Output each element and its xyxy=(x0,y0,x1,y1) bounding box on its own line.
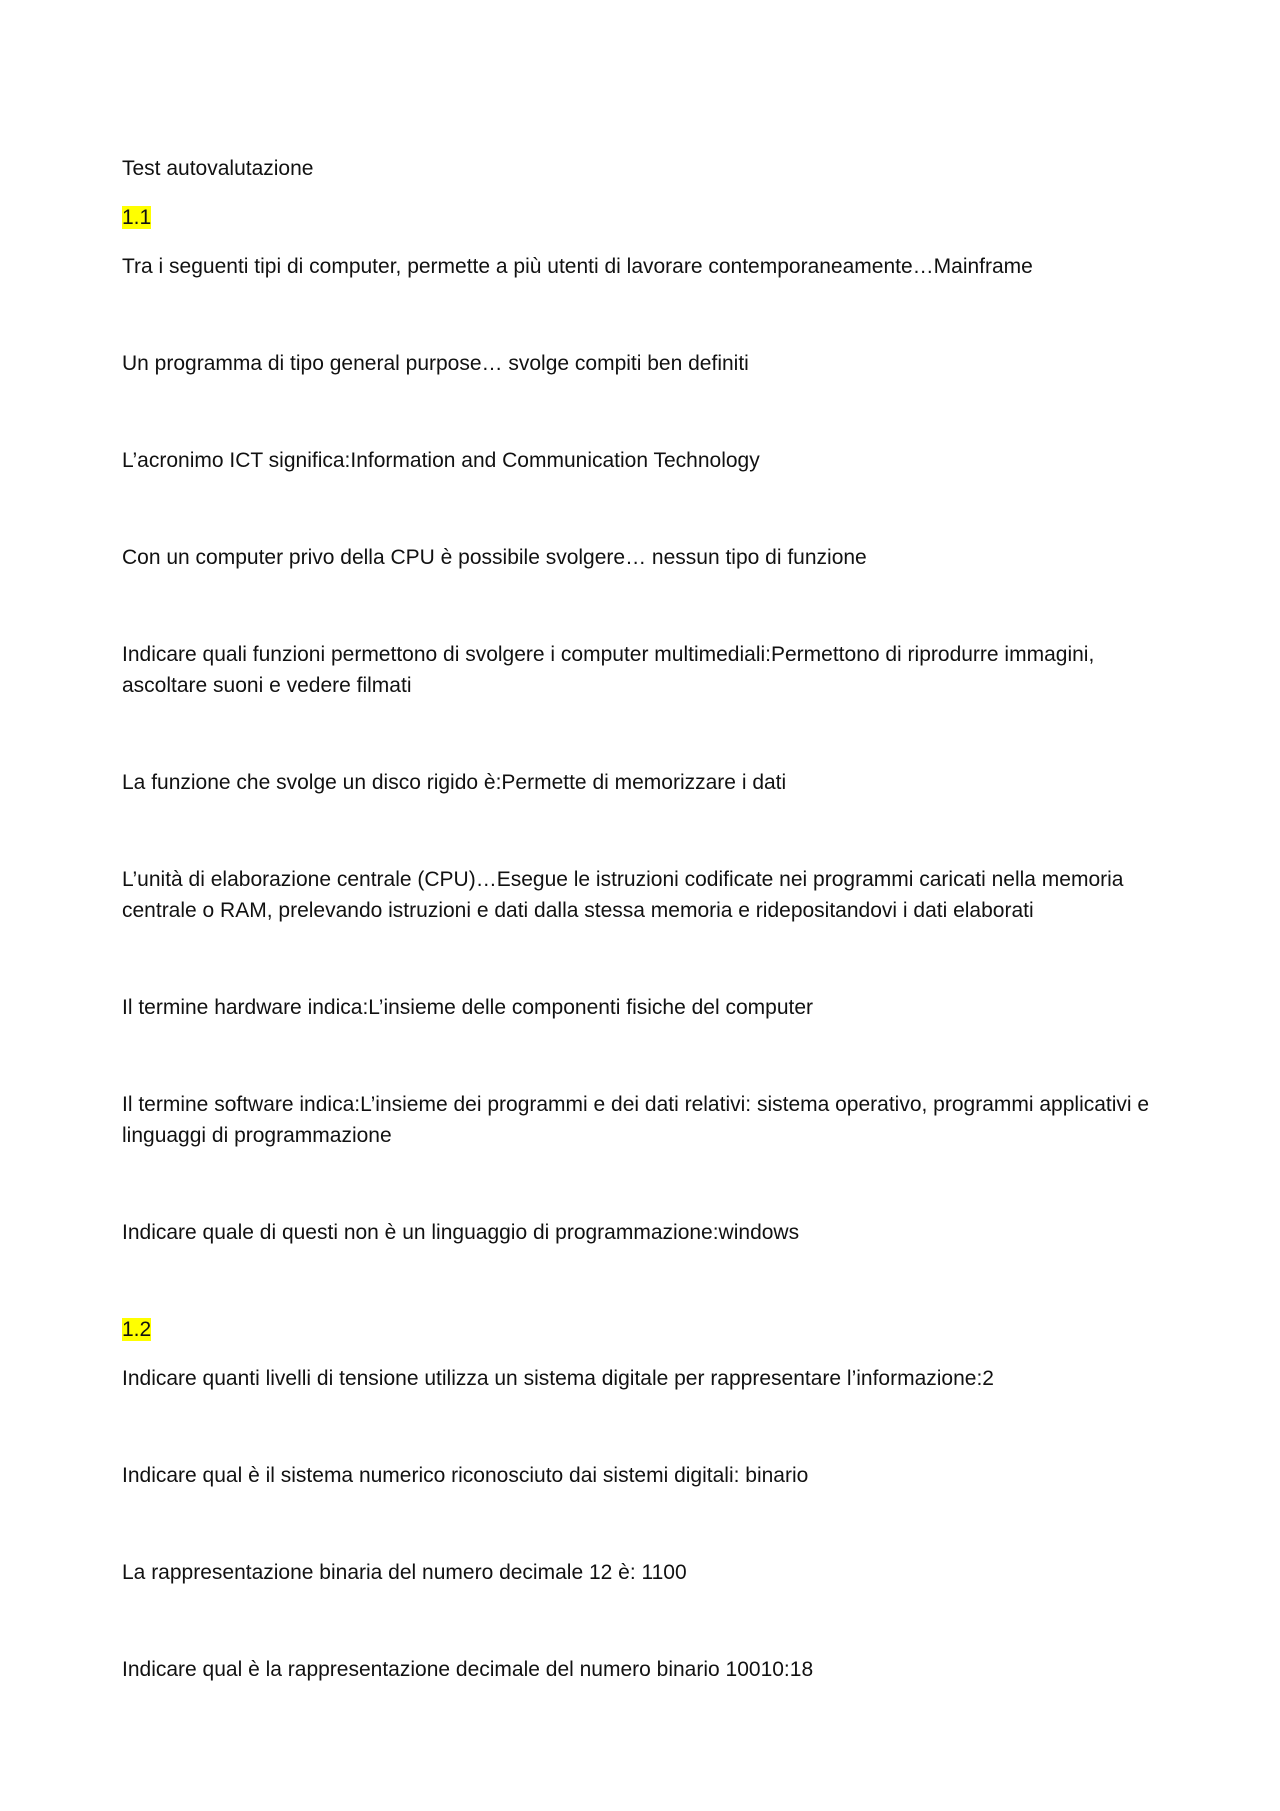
section-label-1-2: 1.2 xyxy=(122,1318,152,1341)
question-item: L’unità di elaborazione centrale (CPU)…Esegue le istruzioni codificate nei programmi caricati nella memoria centrale o RAM, prelevando istruzioni e dati dalla stessa memoria e ridepositandovi i dati elaborati xyxy=(122,868,1124,922)
question-item: Indicare quali funzioni permettono di svolgere i computer multimediali:Permettono di riprodurre immagini, ascoltare suoni e vedere filmati xyxy=(122,643,1095,697)
question-item: Indicare quale di questi non è un linguaggio di programmazione:windows xyxy=(122,1221,800,1244)
section-heading-1-2 xyxy=(122,1314,1172,1345)
question-item: Il termine hardware indica:L’insieme delle componenti fisiche del computer xyxy=(122,996,814,1019)
section-heading-1-1 xyxy=(122,202,1172,233)
question-item: Indicare quanti livelli di tensione utilizza un sistema digitale per rappresentare l’informazione:2 xyxy=(122,1367,994,1390)
question-item: Con un computer privo della CPU è possibile svolgere… nessun tipo di funzione xyxy=(122,546,867,569)
question-item: Il termine software indica:L’insieme dei programmi e dei dati relativi: sistema operativo, programmi applicativi e linguaggi di programmazione xyxy=(122,1093,1150,1147)
document-title: Test autovalutazione xyxy=(122,157,314,180)
section-label-1-1: 1.1 xyxy=(122,206,152,229)
question-item: Tra i seguenti tipi di computer, permette a più utenti di lavorare contemporaneamente…Mainframe xyxy=(122,255,1033,278)
question-item: La rappresentazione binaria del numero decimale 12 è: 1100 xyxy=(122,1561,687,1584)
question-item: Indicare qual è la rappresentazione decimale del numero binario 10010:18 xyxy=(122,1658,814,1681)
question-item: L’acronimo ICT significa:Information and Communication Technology xyxy=(122,449,760,472)
question-item: La funzione che svolge un disco rigido è:Permette di memorizzare i dati xyxy=(122,771,787,794)
question-item: Un programma di tipo general purpose… svolge compiti ben definiti xyxy=(122,352,749,375)
question-item: Indicare qual è il sistema numerico riconosciuto dai sistemi digitali: binario xyxy=(122,1464,809,1487)
